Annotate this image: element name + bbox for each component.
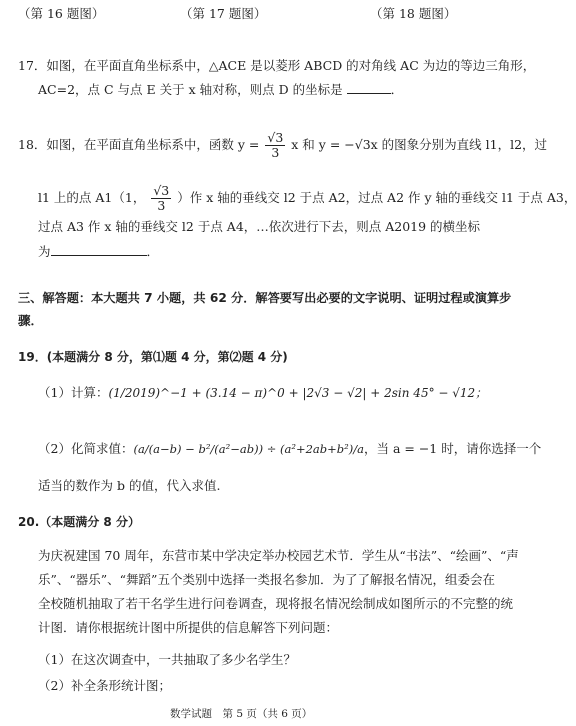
q20-para-line4: 计图．请你根据统计图中所提供的信息解答下列问题： [38,620,339,635]
q17-line2 [38,82,403,98]
q18-line4-text: 为 [38,244,51,259]
q18-line2a: l1 上的点 A1（1， [38,190,146,205]
q18-answer-blank [51,244,147,256]
q18-line3: 过点 A3 作 x 轴的垂线交 l2 于点 A4，…依次进行下去，则点 A2019 的横坐标 [38,219,481,234]
q17-period: ． [390,82,404,97]
q19-part2-line2: 适当的数作为 b 的值，代入求值. [38,478,221,493]
q18-period: ． [146,244,160,259]
q18-fraction-sqrt3-over-3 [265,131,285,160]
q19-part1-label: （1）计算： [38,385,109,400]
q17-line1: 17．如图，在平面直角坐标系中，△ACE 是以菱形 ABCD 的对角线 AC 为边的等边三角形， [18,58,536,73]
q18-line2b: ）作 x 轴的垂线交 l2 于点 A2，过点 A2 作 y 轴的垂线交 l1 于点 A3， [177,190,576,205]
q20-para-line1: 为庆祝建国 70 周年，东营市某中学决定举办校园艺术节．学生从“书法”、“绘画”、“声 [38,548,519,563]
q18-frac-den: 3 [271,145,280,160]
section3-heading-line2: 骤． [18,313,44,328]
q19-header: 19．(本题满分 8 分，第⑴题 4 分，第⑵题 4 分) [18,350,288,364]
q18-line1 [18,131,547,160]
q19-part2-expression: (a/(a−b) − b²/(a²−ab)) ÷ (a²+2ab+b²)/a [133,442,364,456]
q20-para-line3: 全校随机抽取了若干名学生进行问卷调查，现将报名情况绘制成如图所示的不完整的统 [38,596,514,611]
q20-para-line2: 乐”、“器乐”、“舞蹈”五个类别中选择一类报名参加．为了了解报名情况，组委会在 [38,572,495,587]
q20-sub1: （1）在这次调查中，一共抽取了多少名学生？ [38,652,296,667]
q20-header: 20.（本题满分 8 分） [18,515,140,529]
q18-line2 [38,184,576,213]
q19-part2 [38,441,541,457]
q18-frac-num: √3 [267,130,284,145]
q20-sub2: （2）补全条形统计图； [38,678,171,693]
page-footer: 数学试题 第 5 页（共 6 页） [170,708,313,720]
q18-line1b: x 和 y = −√3x 的图象分别为直线 l1，l2，过 [291,137,548,152]
q17-answer-blank [347,82,391,94]
q19-part2-label: （2）化简求值： [38,441,134,456]
q17-line2-text: AC=2，点 C 与点 E 关于 x 轴对称，则点 D 的坐标是 [38,82,343,97]
q18-line4 [38,244,159,260]
q18-fraction-point [151,184,171,213]
caption-figure-18: （第 18 题图） [370,6,457,21]
section3-heading-line1: 三、解答题：本大题共 7 小题，共 62 分．解答要写出必要的文字说明、证明过程或演算步 [18,291,512,305]
q19-part1-expression: (1/2019)^−1 + (3.14 − π)^0 + |2√3 − √2| + 2sin 45° − √12； [108,386,488,400]
q19-part1 [38,385,487,401]
q18-frac2-num: √3 [153,183,170,198]
caption-figure-16: （第 16 题图） [18,6,105,21]
q18-frac2-den: 3 [157,198,166,213]
caption-figure-17: （第 17 题图） [180,6,267,21]
q18-line1a: 18．如图，在平面直角坐标系中，函数 y = [18,137,260,152]
q19-part2-tail: ，当 a = −1 时，请你选择一个 [363,441,542,456]
